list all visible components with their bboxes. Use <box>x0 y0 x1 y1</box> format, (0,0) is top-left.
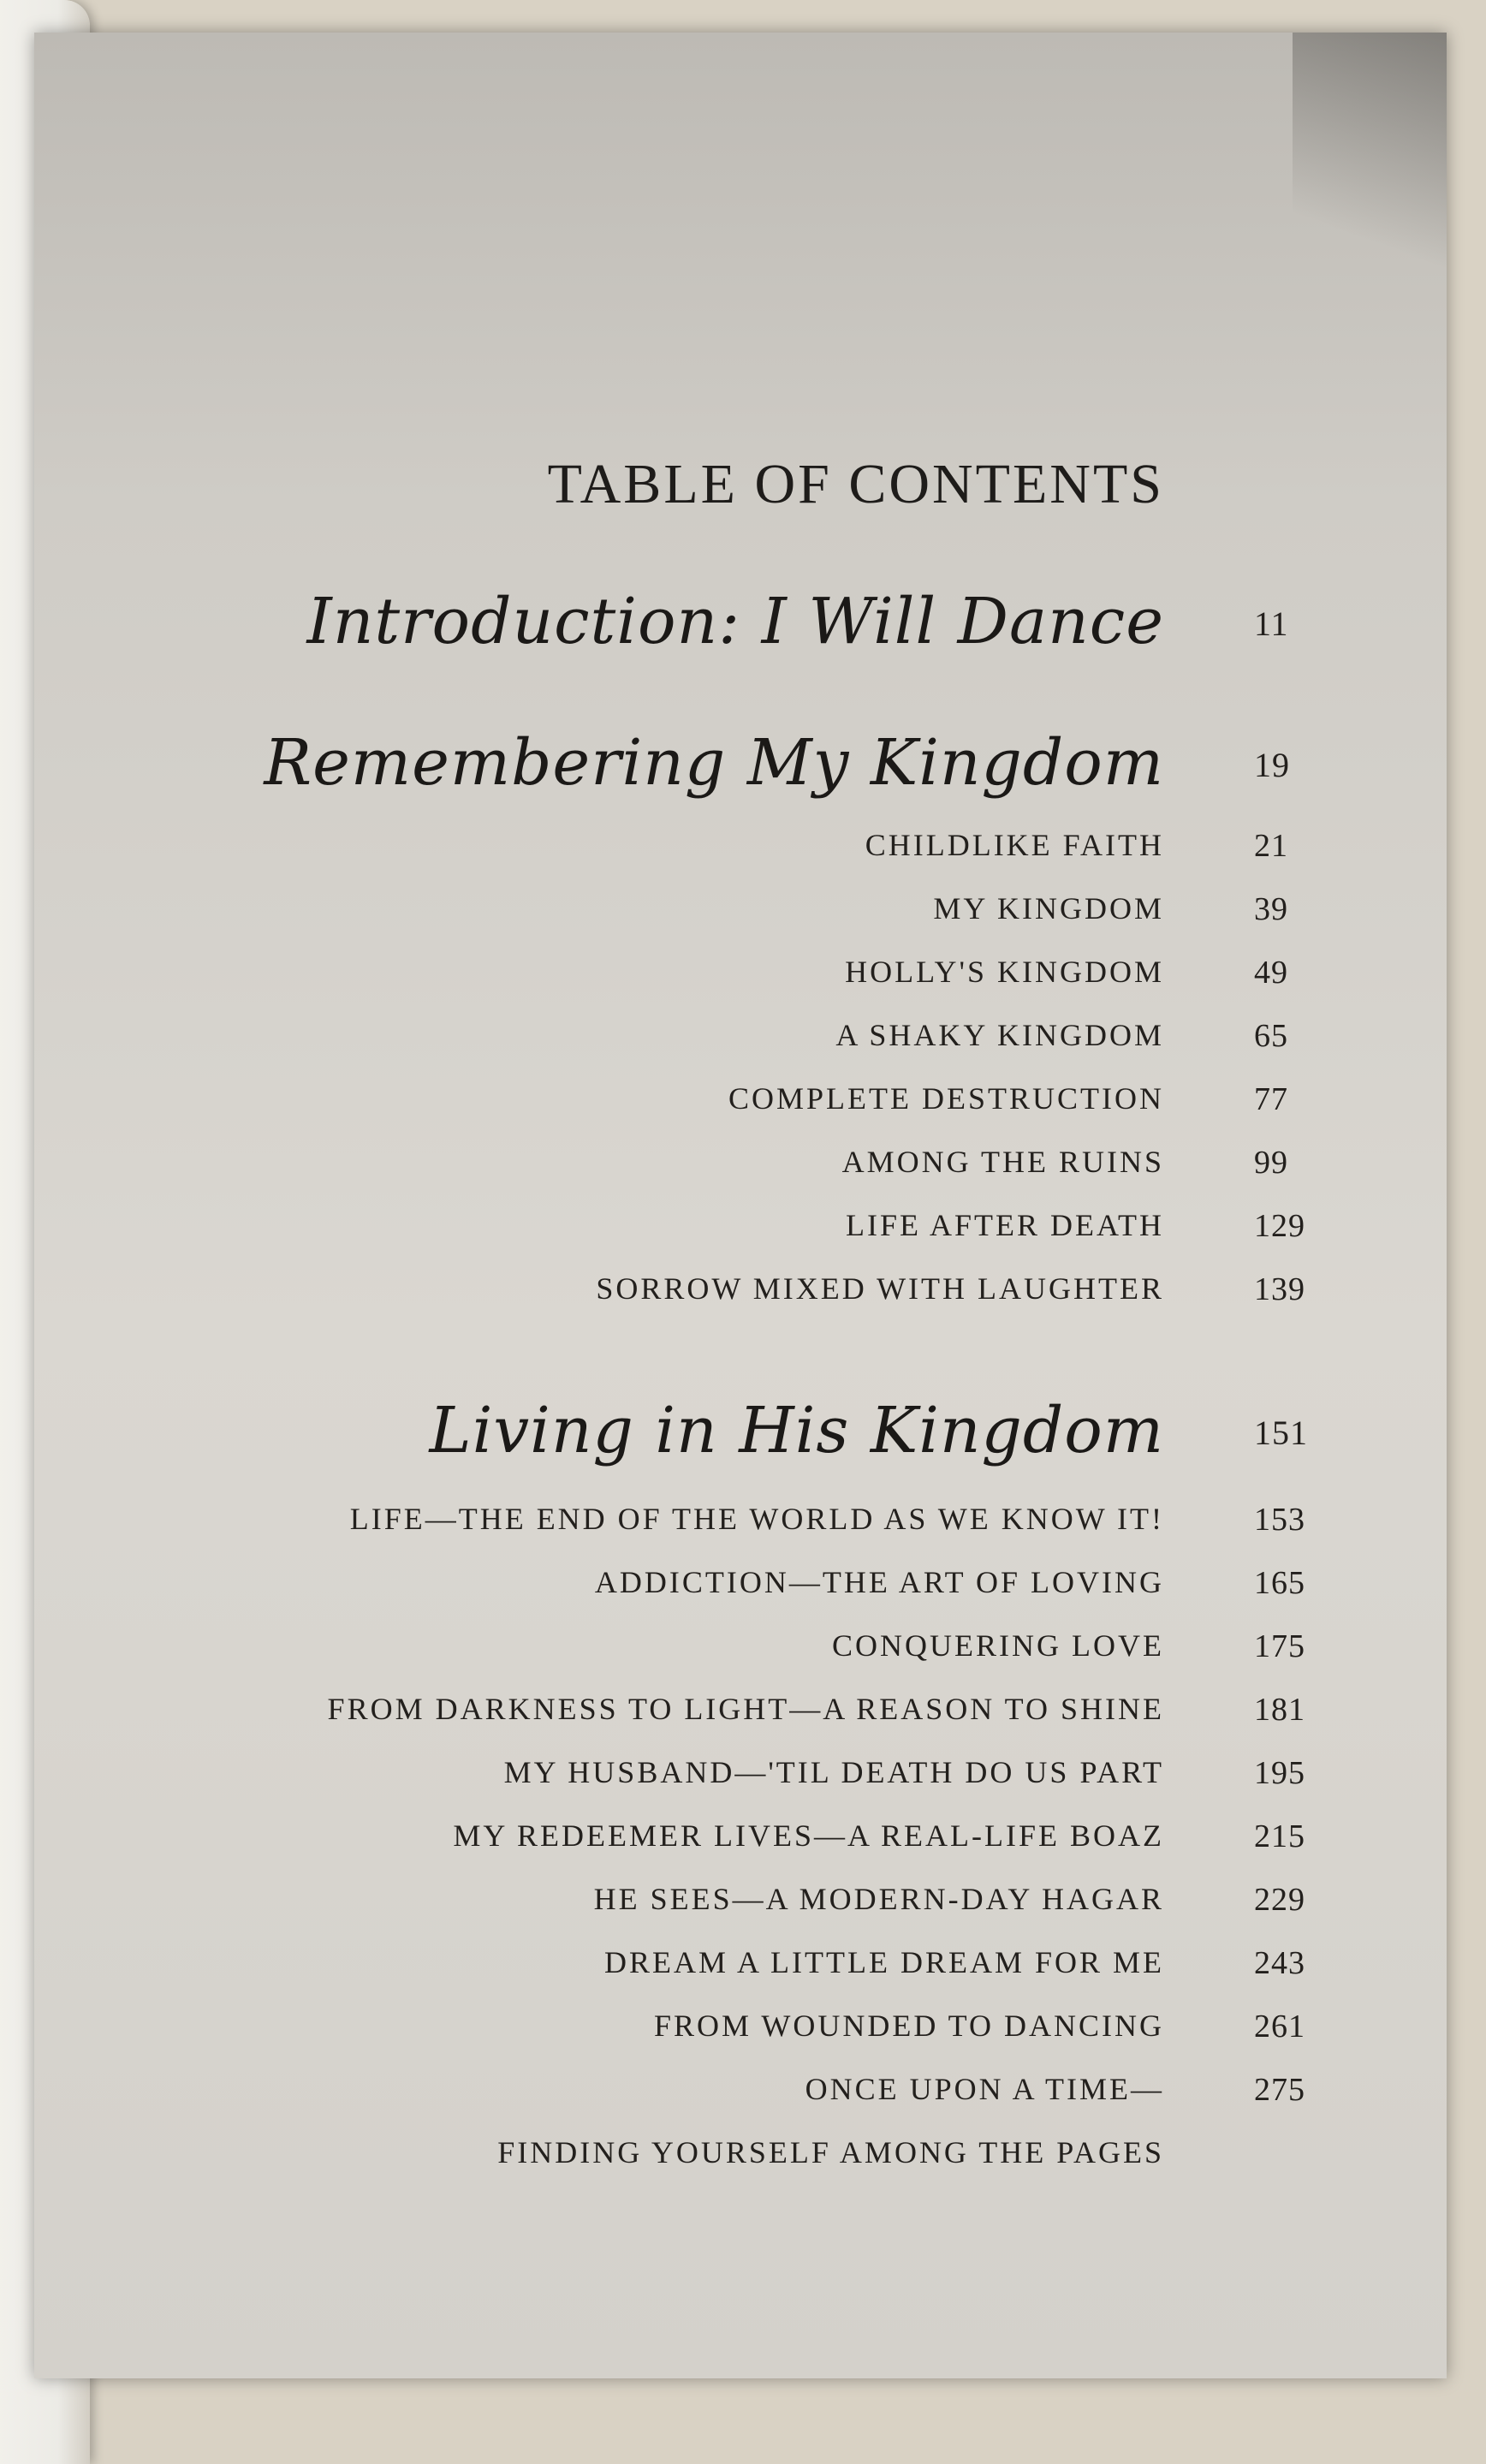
chapter-page: 139 <box>1254 1271 1305 1307</box>
chapter-title: LIFE AFTER DEATH <box>846 1208 1164 1242</box>
chapter-page: 275 <box>1254 2072 1305 2108</box>
toc-title: TABLE OF CONTENTS <box>547 453 1164 515</box>
chapter-page: 243 <box>1254 1945 1305 1981</box>
chapter-title: MY REDEEMER LIVES—A REAL-LIFE BOAZ <box>453 1818 1164 1853</box>
chapter-title: FROM DARKNESS TO LIGHT—A REASON TO SHINE <box>327 1692 1164 1726</box>
part-page: 11 <box>1254 604 1289 643</box>
chapter-title: SORROW MIXED WITH LAUGHTER <box>596 1271 1164 1306</box>
chapter-title: FINDING YOURSELF AMONG THE PAGES <box>497 2135 1164 2169</box>
chapter-page: 99 <box>1254 1145 1288 1181</box>
chapter-page: 175 <box>1254 1628 1305 1664</box>
part-title: Introduction: I Will Dance <box>306 585 1164 658</box>
chapter-page: 77 <box>1254 1081 1288 1117</box>
book-page <box>34 33 1447 2378</box>
chapter-title: FROM WOUNDED TO DANCING <box>653 2009 1164 2043</box>
chapter-page: 215 <box>1254 1818 1305 1854</box>
chapter-title: CONQUERING LOVE <box>832 1628 1164 1663</box>
chapter-title: AMONG THE RUINS <box>841 1145 1164 1179</box>
chapter-page: 65 <box>1254 1018 1288 1054</box>
part-page: 19 <box>1254 746 1290 784</box>
chapter-page: 181 <box>1254 1692 1305 1728</box>
chapter-title: MY HUSBAND—'TIL DEATH DO US PART <box>503 1755 1164 1789</box>
chapter-title: ONCE UPON A TIME— <box>805 2072 1164 2106</box>
part-title: Living in His Kingdom <box>429 1394 1164 1467</box>
chapter-title: MY KINGDOM <box>933 891 1164 925</box>
part-page: 151 <box>1254 1414 1308 1452</box>
chapter-page: 39 <box>1254 891 1288 927</box>
part-title: Remembering My Kingdom <box>264 726 1164 800</box>
chapter-page: 21 <box>1254 828 1288 864</box>
chapter-page: 261 <box>1254 2009 1305 2044</box>
chapter-title: DREAM A LITTLE DREAM FOR ME <box>603 1945 1164 1979</box>
chapter-page: 195 <box>1254 1755 1305 1791</box>
chapter-page: 129 <box>1254 1208 1305 1244</box>
chapter-title: HOLLY'S KINGDOM <box>845 955 1164 989</box>
chapter-page: 49 <box>1254 955 1288 991</box>
chapter-title: HE SEES—A MODERN-DAY HAGAR <box>593 1882 1164 1916</box>
chapter-title: A SHAKY KINGDOM <box>835 1018 1164 1052</box>
chapter-page: 229 <box>1254 1882 1305 1918</box>
page-shadow <box>1293 33 1447 315</box>
chapter-title: COMPLETE DESTRUCTION <box>728 1081 1164 1116</box>
chapter-title: LIFE—THE END OF THE WORLD AS WE KNOW IT! <box>349 1502 1164 1536</box>
chapter-title: CHILDLIKE FAITH <box>865 828 1164 862</box>
chapter-page: 165 <box>1254 1565 1305 1601</box>
chapter-title: ADDICTION—THE ART OF LOVING <box>594 1565 1164 1599</box>
chapter-page: 153 <box>1254 1502 1305 1538</box>
